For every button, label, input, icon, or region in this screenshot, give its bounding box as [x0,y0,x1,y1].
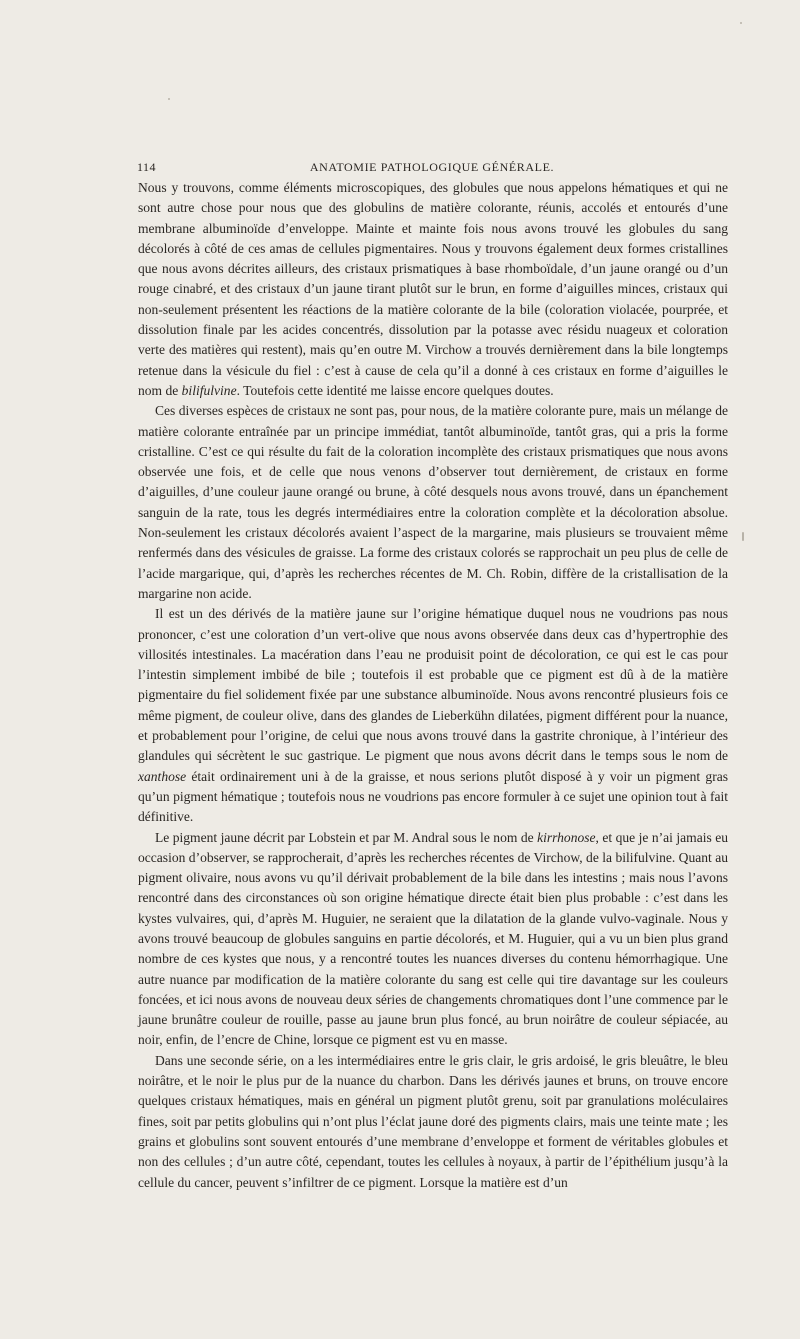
italic-term: bilifulvine [181,382,237,398]
paper-speck [740,22,742,24]
text-run: , et que je n’ai jamais eu occasion d’observer, se rapprocherait, d’après les recherches récentes de Virchow, de la bilifulvine. Quant au pigment olivaire, nous avons vu qu’il dérivait probablement de la bile dans les intestins ; mais nous l’avons rencontré dans des circonstances où son origine hématique directe était bien plus probable : c’est dans les kystes vulvaires, qui, d’après M. Huguier, ne seraient que la dilatation de la glande vulvo-vaginale. Nous y avons trouvé beaucoup de globules sanguins en partie décolorés, et M. Huguier, qui a vu un bien plus grand nombre de ces kystes que nous, y a rencontré toutes les nuances diverses du contenu hémorrhagique. Une autre nuance par modification de la matière colorante du sang est celle qui tire davantage sur les couleurs foncées, et ici nous avons de nouveau deux séries de changements chromatiques dont l’une commence par le jaune brunâtre couleur de rouille, passe au jaune brun plus foncé, au brun noirâtre de couleur sépiacée, au noir, enfin, de l’encre de Chine, lorsque ce pigment est vu en masse. [138,829,728,1048]
paragraph [138,828,728,1051]
paragraph [138,1051,728,1193]
paragraph [138,178,728,401]
text-run: Le pigment jaune décrit par Lobstein et par M. Andral sous le nom de [155,829,538,845]
text-run: était ordinairement uni à de la graisse, et nous serions plutôt disposé à y voir un pigment gras qu’un pigment hématique ; toutefois nous ne voudrions pas encore formuler à ce sujet une opinion tout à fait définitive. [138,768,728,825]
italic-term: kirrhonose [537,829,596,845]
running-title: ANATOMIE PATHOLOGIQUE GÉNÉRALE. [309,160,555,174]
page-header [137,160,727,176]
paper-speck [742,532,744,541]
text-run: Dans une seconde série, on a les intermédiaires entre le gris clair, le gris ardoisé, le gris bleuâtre, le bleu noirâtre, et le noir le plus pur de la nuance du charbon. Dans les dérivés jaunes et bruns, on trouve encore quelques cristaux hématiques, mais en général un pigment plutôt grenu, soit par granulations moléculaires fines, soit par petits globulins qui n’ont plus l’éclat jaune doré des pigments clairs, mais une teinte mate ; les grains et globulins sont souvent entourés d’une membrane d’enveloppe et forment de véritables globules et non des cellules ; d’un autre côté, cependant, toutes les cellules à noyaux, à partir de l’épithélium jusqu’à la cellule du cancer, peuvent s’infiltrer de ce pigment. Lorsque la matière est d’un [138,1052,728,1190]
text-run: Il est un des dérivés de la matière jaune sur l’origine hématique duquel nous ne voudrions pas nous prononcer, c’est une coloration d’un vert-olive que nous avons observée dans deux cas d’hypertrophie des villosités intestinales. La macération dans l’eau ne produisit point de décoloration, ce qui est le cas pour l’intestin simplement imbibé de bile ; toutefois il est probable que ce pigment est dû à de la matière pigmentaire du fiel solidement fixée par une substance albuminoïde. Nous avons rencontré plusieurs fois ce même pigment, de couleur olive, dans des glandes de Lieberkühn dilatées, pigment différent pour la nuance, et probablement pour l’origine, de celui que nous avons trouvé dans la gastrite chronique, à l’intérieur des glandules qui sécrètent le suc gastrique. Le pigment que nous avons décrit dans le temps sous le nom de [138,606,728,764]
text-run: Ces diverses espèces de cristaux ne sont pas, pour nous, de la matière colorante pure, mais un mélange de matière colorante entraînée par un principe immédiat, tantôt albuminoïde, tantôt gras, qui a pris la forme cristalline. C’est ce qui résulte du fait de la coloration incomplète des cristaux prismatiques que nous avons observée une fois, et de celle que nous venons d’observer tout dernièrement, de cristaux en forme d’aiguilles, d’une couleur jaune orangé ou brune, à côté desquels nous avons trouvé, dans un épanchement sanguin de la rate, tous les degrés intermédiaires entre la coloration complète et la décoloration absolue. Non-seulement les cristaux décolorés avaient l’aspect de la margarine, mais plusieurs se trouvaient même renfermés dans des vésicules de graisse. La forme des cristaux colorés se rapprochait un peu plus de celle de l’acide margarique, qui, d’après les recherches récentes de M. Ch. Robin, diffère de la cristallisation de la margarine non acide. [138,403,728,601]
paper-speck [168,98,170,100]
body-text [138,178,728,1193]
text-run: Nous y trouvons, comme éléments microscopiques, des globules que nous appelons hématiques et qui ne sont autre chose pour nous que des globulins de matière colorante, réunis, accolés et entourés d’une membrane albuminoïde d’enveloppe. Mainte et mainte fois nous avons trouvé les globules du sang décolorés à côté de ces amas de cellules pigmentaires. Nous y trouvons également deux formes cristallines que nous avons décrites ailleurs, des cristaux prismatiques à base rhomboïdale, d’un jaune orangé ou d’un rouge cinabré, et des cristaux d’un jaune tirant plutôt sur le brun, en forme d’aiguilles minces, cristaux qui non-seulement présentent les réactions de la matière colorante de la bile (coloration violacée, pourprée, et dissolution finale par les acides concentrés, dissolution par la potasse avec résidu nuageux et coloration verte des matières qui restent), mais qu’en outre M. Virchow a trouvés dernièrement dans la bile longtemps retenue dans la vésicule du fiel : c’est à cause de cela qu’il a donné à ces cristaux en forme d’aiguilles le nom de [138,180,728,398]
text-run: . Toutefois cette identité me laisse encore quelques doutes. [236,382,554,398]
paragraph [138,401,728,604]
paragraph [138,604,728,827]
page-number: 114 [137,160,157,174]
italic-term: xanthose [138,768,187,784]
